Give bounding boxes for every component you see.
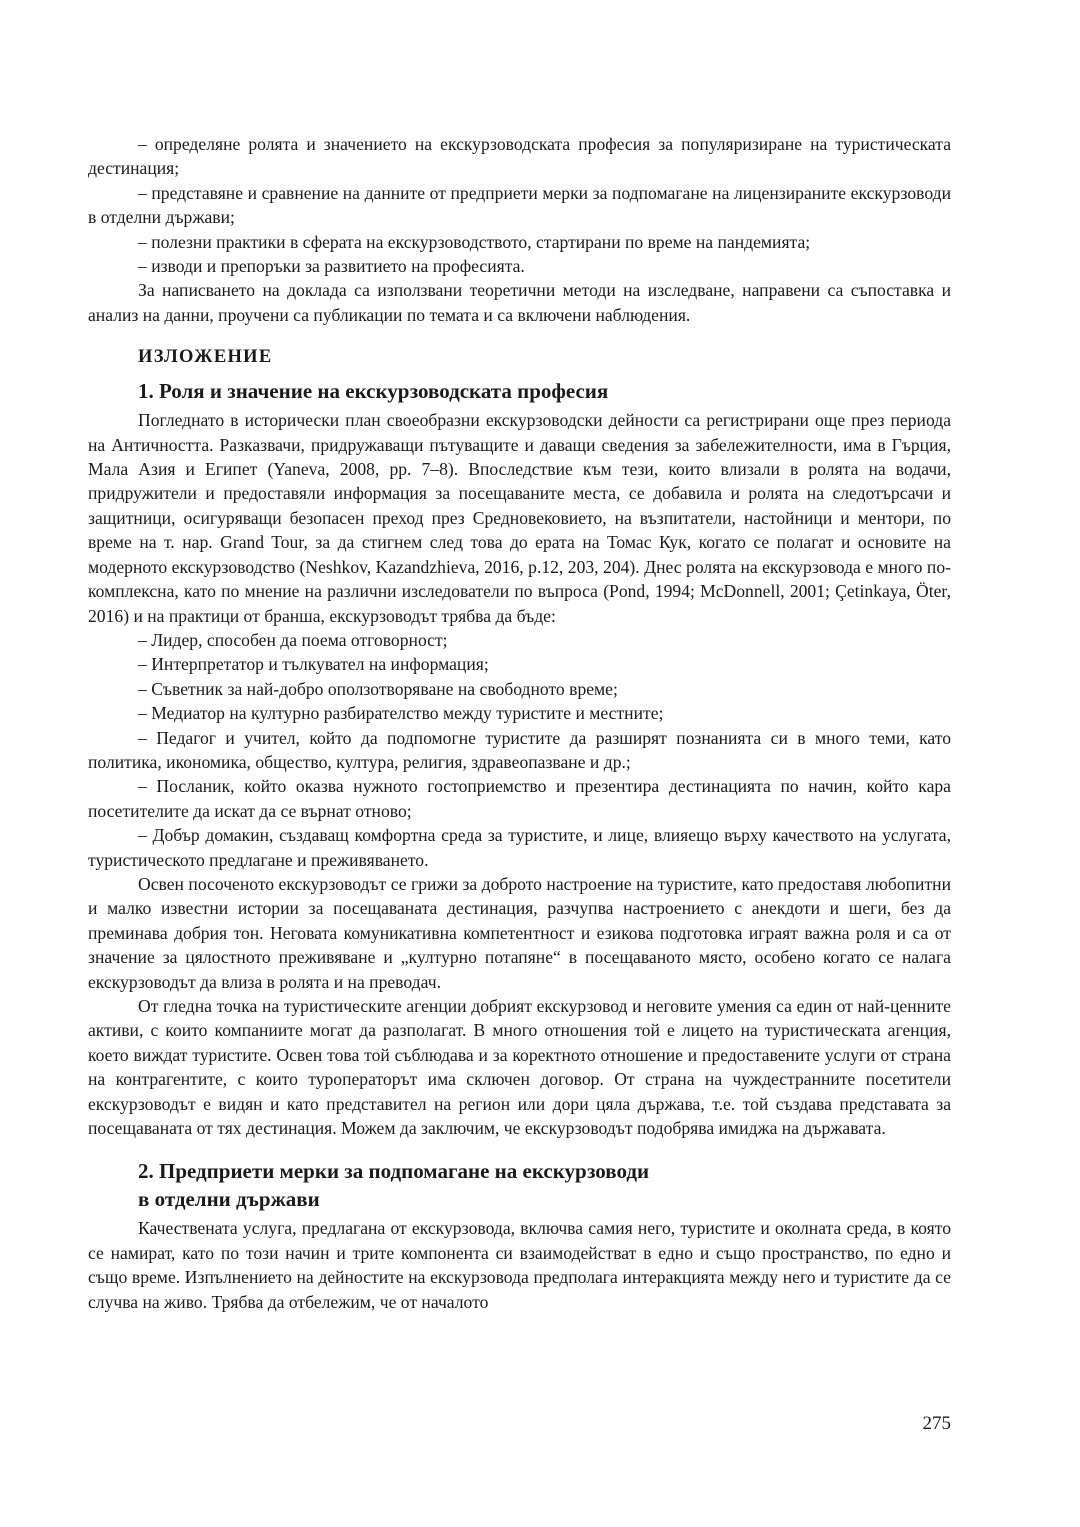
intro-item-4: – изводи и препоръки за развитието на професията. [138,256,525,277]
role-item-3: – Съветник за най-добро оползотворяване на свободното време; [138,678,618,699]
role-item-2: – Интерпретатор и тълкувател на информация; [138,654,489,675]
role-item-5: – Педагог и учител, който да подпомогне туристите да разширят познанията си в много теми, като политика, икономика, общество, култура, религия, здравеопазване и др.; [88,727,951,772]
section-1-intro: Погледнато в исторически план своеобразни екскурзоводски дейности са регистрирани още през периода на Античността. Разказвачи, придружаващи пътуващите и даващи сведения за забележителности, има в Гърция, Мала Азия и Египет (Yaneva, 2008, pp. 7–8). Впоследствие към тези, които влизали в ролята на водачи, придружители и предоставяли информация за посещаваните места, се добавила и ролята на следотърсачи и защитници, осигуряващи безопасен преход през Средновековието, на възпитатели, настойници и ментори, по време на т. нар. Grand Tour, за да стигнем след това до ерата на Томас Кук, когато се полагат и основите на модерното екскурзоводство (Neshkov, Kazandzhieva, 2016, p.12, 203, 204). Днес ролята на екскурзовода е много по-комплексна, като по мнение на различни изследователи по въпроса (Pond, 1994; McDonnell, 2001; Çetinkaya, Öter, 2016) и на практици от бранша, екскурзоводът трябва да бъде: [88,410,951,626]
section-2-title [138,1157,951,1213]
role-item-4: – Медиатор на културно разбирателство между туристите и местните; [138,703,664,724]
section-1-title: 1. Роля и значение на екскурзоводската професия [138,379,609,404]
intro-item-3: – полезни практики в сферата на екскурзоводството, стартирани по време на пандемията; [138,231,811,252]
intro-item-2: – представяне и сравнение на данните от предприети мерки за подпомагане на лицензираните екскурзоводи в отделни държави; [88,182,951,228]
intro-item-1: – определяне ролята и значението на екскурзоводската професия за популяризиране на туристическата дестинация; [88,134,951,179]
page-number: 275 [922,1413,951,1434]
section-2-title-line-2: в отделни държави [138,1187,320,1212]
section-1-paragraph-2: Освен посоченото екскурзоводът се грижи за доброто настроение на туристите, като предоставя любопитни и малко известни истории за посещаваната дестинация, разчупва настроението с анекдоти и шеги, без да преминава добрия тон. Неговата комуникативна компетентност и езикова подготовка играят важна роля и са от значение за цялостното преживяване и „културно потапяне“ в посещаваното място, особено когато се налага екскурзоводът да влиза в ролята и на преводач. [88,873,951,992]
role-item-6: – Посланик, който оказва нужното гостоприемство и презентира дестинацията по начин, който кара посетителите да искат да се върнат отново; [88,776,951,821]
methods-paragraph: За написването на доклада са използвани теоретични методи на изследване, направени са съпоставка и анализ на данни, проучени са публикации по темата и са включени наблюдения. [88,280,951,325]
section-2-paragraph-1: Качествената услуга, предлагана от екскурзовода, включва самия него, туристите и околната среда, в която се намират, като по този начин и трите компонента си взаимодействат в едно и също пространство, по едно и също време. Изпълнението на дейностите на екскурзовода предполага интеракцията между него и туристите да се случва на живо. Трябва да отбележим, че от началото [88,1218,951,1312]
section-1-paragraph-3: От гледна точка на туристическите агенции добрият екскурзовод и неговите умения са един от най-ценните активи, с които компаниите могат да разполагат. В много отношения той е лицето на туристическата агенция, което виждат туристите. Освен това той съблюдава и за коректното отношение и предоставените услуги от страна на контрагентите, с които туроператорът има сключен договор. От страна на чуждестранните посетители екскурзоводът е видян и като представител на регион или дори цяла държава, т.е. той създава представата за посещаваната от тях дестинация. Можем да заключим, че екскурзоводът подобрява имиджа на държавата. [88,996,951,1139]
page-body [88,132,951,1314]
role-item-1: – Лидер, способен да поема отговорност; [138,629,448,650]
role-item-7: – Добър домакин, създаващ комфортна среда за туристите, и лице, влияещо върху качеството на услугата, туристическото предлагане и преживяването. [88,825,951,870]
section-2-title-line-1: 2. Предприети мерки за подпомагане на екскурзоводи [138,1159,650,1184]
main-heading: ИЗЛОЖЕНИЕ [138,347,273,368]
